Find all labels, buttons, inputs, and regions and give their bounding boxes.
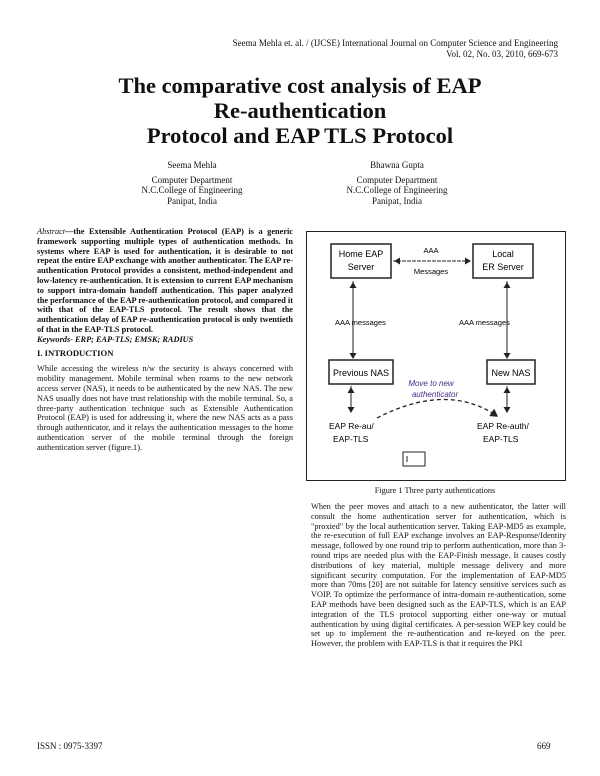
footer-page-number: 669 xyxy=(537,741,551,751)
left-column xyxy=(37,227,293,453)
aaa-left-label: AAA messages xyxy=(335,318,386,327)
author-city: Panipat, India xyxy=(372,195,422,206)
home-server-label-2: Server xyxy=(347,262,375,272)
move-curve-arrow xyxy=(377,399,497,418)
author-block-2 xyxy=(297,160,497,206)
title-line-1: The comparative cost analysis of EAP xyxy=(118,73,482,98)
right-client-label-2: EAP-TLS xyxy=(483,434,519,444)
aaa-right-label: AAA messages xyxy=(459,318,510,327)
author-college: N.C.College of Engineering xyxy=(141,185,243,196)
keywords: Keywords- ERP; EAP-TLS; EMSK; RADIUS xyxy=(37,334,194,344)
left-client-label-1: EAP Re-au/ xyxy=(329,421,374,431)
author-city: Panipat, India xyxy=(167,195,217,206)
previous-nas-label: Previous NAS xyxy=(332,368,390,378)
left-client-label-2: EAP-TLS xyxy=(333,434,369,444)
author-name: Seema Mehla xyxy=(167,160,217,170)
aaa-top-label-1: AAA xyxy=(423,246,439,255)
new-nas-label: New NAS xyxy=(491,368,531,378)
move-label-2: authenticator xyxy=(411,390,459,399)
author-block-1 xyxy=(92,160,292,206)
move-label-1: Move to new xyxy=(408,379,454,388)
title-line-2: Re-authentication xyxy=(213,98,387,123)
aaa-top-label-2: Messages xyxy=(413,267,449,276)
terminal-icon xyxy=(403,452,425,466)
section-heading: I. INTRODUCTION xyxy=(37,347,114,358)
figure-caption: Figure 1 Three party authentications xyxy=(374,486,496,495)
footer-issn: ISSN : 0975-3397 xyxy=(37,741,103,751)
figure-1 xyxy=(306,231,566,481)
local-server-label-2: ER Server xyxy=(482,262,524,272)
abstract-label: Abstract xyxy=(37,227,66,236)
three-party-diagram xyxy=(307,232,565,480)
local-server-label-1: Local xyxy=(492,249,514,259)
right-column xyxy=(311,502,566,649)
header-journal: Seema Mehla et. al. / (IJCSE) International Journal on Computer Science and Engineering xyxy=(232,38,558,48)
running-header xyxy=(233,38,558,60)
author-name: Bhawna Gupta xyxy=(370,160,424,170)
title-line-3: Protocol and EAP TLS Protocol xyxy=(146,123,454,148)
abstract xyxy=(37,227,293,335)
paper-title xyxy=(0,73,600,148)
author-college: N.C.College of Engineering xyxy=(346,185,448,196)
home-server-label-1: Home EAP xyxy=(338,249,384,259)
intro-paragraph: While accessing the wireless n/w the security is always concerned with mobility management. Mobile terminal when roams to the new network access server (NAS), it needs to be authenticated by the new NAS. The new NAS usually does not have trust relationship with the mobile terminal. So, a three-party authentication technique such as Extensible Authentication Protocol (EAP) is used for addressing it, where the new NAS acts as a pass through authenticator, and it relays the authentication messages to the home authentication server of the mobile terminal through the foreign authentication server (figure.1). xyxy=(37,364,293,452)
right-client-label-1: EAP Re-auth/ xyxy=(477,421,529,431)
author-dept: Computer Department xyxy=(356,174,438,185)
right-column-paragraph: When the peer moves and attach to a new authenticator, the latter will consult the home authentication server for authentication, which is "proxied" by the local authentication server. Taking EAP-MD5 as example, the re-execution of full EAP exchange involves an EAP-Response/Identity message, followed by one round trip to perform authentication, more than 3-round trips are needed plus with the EAP-Finish message. It causes costly distributions of key material, multiple message delivery and more significant security computation. For the implementation of EAP-MD5 more than 70ms [20] are not suitable for latency sensitive services such as VOIP. To optimize the performance of intra-domain re-authentication, some EAP methods have been designed such as the EAP-TLS, which is an EAP integration of the TLS protocol supporting either one-way or mutual authentication by using digital certificates. A per-session WEP key could be set up to implement the re-authentication and re-keyed on the peer. However, the problem with EAP-TLS is that it requires the PKI xyxy=(311,502,566,649)
abstract-text: —the Extensible Authentication Protocol (EAP) is a generic framework supporting multiple types of authentication methods. In systems where EAP is used for authentication, it is desirable to not repeat the entire EAP exchange with another authenticator. The EAP re-authentication Protocol provides a consistent, method-independent and low-latency re-authentication. It is extension to current EAP mechanism to support intra-domain handoff authentication. This paper analyzed the performance of the EAP re-authentication protocol, and compared it with that of the EAP-TLS protocol. The result shows that the authentication delay of EAP re-authentication protocol is only twentieth of that in the EAP-TLS protocol. xyxy=(37,227,293,334)
author-dept: Computer Department xyxy=(151,174,233,185)
header-volume: Vol. 02, No. 03, 2010, 669-673 xyxy=(446,49,558,59)
